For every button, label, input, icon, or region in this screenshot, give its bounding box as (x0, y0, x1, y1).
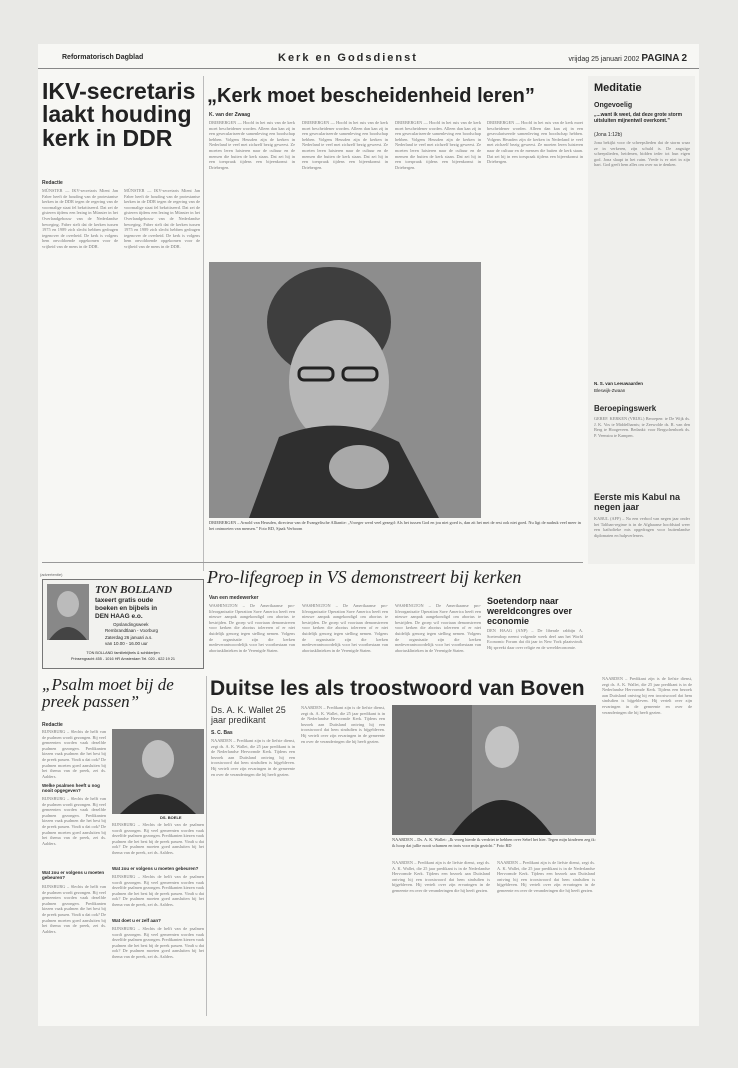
body-duitse-col2: NAARDEN – Predikant zijn is de liefste dienst, zegt ds. A. K. Wallet, die 25 jaar predikant is in de Nederlandse Hervormde Kerk. Tijdens een bezoek aan Duitsland ontving hij een troostwoord dat hem sindsdien is bijgebleven. Hij vertelt over zijn ervaringen in de gemeente en over de veranderingen die hij heeft gezien. (301, 705, 385, 744)
psalm-question-4: Wat doet u er zelf aan? (112, 918, 161, 923)
headline-prolife: Pro-lifegroep in VS demonstreert bij kerken (207, 567, 522, 587)
photo-caption-heusden: DRIEBERGEN – Arnold van Heusden, directeur van de Evangelische Alliantie: „Vroeger werd veel gezegd: Als het tussen God en jou niet goed is, dan zit het met de rest ook niet goed. Nu ligt de nadruk veel meer in het ontmoeten van mensen.” Foto RD, Sjaak Verboom (209, 520, 581, 531)
sidebar-place: Bleswijk-Zwaan (594, 388, 626, 393)
byline-duitse: S. C. Bas (211, 730, 233, 736)
body-kerk-col3: DRIEBERGEN — Hoofd in het ruis van de kerk moet bescheidener worden. Alleen dan kan zij in een geseculariseerde samenleving een boodschap hebben. Volgens Heusden zijn de kerken in Nederland te veel met zichzelf bezig geweest. Ze moeten leren luisteren naar de cultuur en de mensen die buiten de kerk staan. Dat zei hij in een toespraak tijdens een bijeenkomst in Driebergen. (395, 120, 481, 170)
sidebar-ref: (Jona 1:12b) (594, 132, 623, 138)
body-prolife-col1: WASHINGTON – De Amerikaanse pro-lifeorganisatie Operation Save America heeft een nieuwe aanpak aangekondigd om abortus te bestrijden. De groep wil voortaan demonstreren voor kerken die abortus tolereren of er niet duidelijk genoeg tegen stelling nemen. Volgens de organisatie zijn die kerken medeverantwoordelijk voor het voortbestaan van abortusklinieken in de Verenigde Staten. (209, 603, 295, 653)
ad-label: (advertentie) (40, 572, 63, 577)
paper-name: Reformatorisch Dagblad (62, 54, 144, 61)
body-psalm-col2c: RIJNSBURG – Slechts de helft van de psalmen wordt gezongen. Bij veel gemeenten worden vaak dezelfde psalmen gezongen. Predikanten kiezen vaak psalmen die het best bij de preek passen. Vindt u dat ook? De psalmen moeten goed aansluiten bij het thema van de preek, zei ds. Aalders. (112, 926, 204, 959)
body-ikv-col2: MÜNSTER — IKV-secretaris Mient Jan Faber heeft de houding van de protestantse kerken in de DDR tegen de regering van de voormalige staat fel bekritiseerd. Dat zei de gisteren tijdens een lezing in Münster in het Overlandgebouw van de Nederlandse beweging. Faber stelt dat de kerken tussen 1975 en 1989 zich slecht hebben gedragen tegenover de overheid. De kerk is volgens hem onvoldoende opgekomen voor de vrijheid van de mens in de DDR. (124, 188, 200, 249)
body-ikv-col1: MÜNSTER — IKV-secretaris Mient Jan Faber heeft de houding van de protestantse kerken in de DDR tegen de regering van de voormalige staat fel bekritiseerd. Dat zei de gisteren tijdens een lezing in Münster in het Overlandgebouw van de Nederlandse beweging. Faber stelt dat de kerken tussen 1975 en 1989 zich slecht hebben gedragen tegenover de overheid. De kerk is volgens hem onvoldoende opgekomen voor de vrijheid van de mens in de DDR. (42, 188, 118, 249)
page-date: vrijdag 25 januari 2002 PAGINA 2 (568, 53, 687, 64)
byline-ikv: Redactie (42, 180, 63, 186)
sidebar (588, 76, 695, 564)
horizontal-rule (42, 562, 583, 563)
photo-boele-label: DS. BOELE (160, 815, 182, 820)
kabul-body: KABUL (AFP) – Na een verbod van negen jaar onder het Taliban-regime is in de Afghaanse hoofdstad weer een katholieke mis opgedragen voor buitenlandse diplomaten en hulpverleners. (594, 516, 690, 538)
body-psalm-col2b: RIJNSBURG – Slechts de helft van de psalmen wordt gezongen. Bij veel gemeenten worden vaak dezelfde psalmen gezongen. Predikanten kiezen vaak psalmen die het best bij de preek passen. Vindt u dat ook? De psalmen moeten goed aansluiten bij het thema van de preek, zei ds. Aalders. (112, 874, 204, 907)
ad-line1: taxeert gratis oude (95, 597, 154, 604)
advertisement (42, 579, 204, 669)
ad-footer2: Prinsengracht 455 - 1016 HR Amsterdam Tel. 020 - 622 19 21 (71, 657, 175, 661)
body-kerk-col4: DRIEBERGEN — Hoofd in het ruis van de kerk moet bescheidener worden. Alleen dan kan zij in een geseculariseerde samenleving een boodschap hebben. Volgens Heusden zijn de kerken in Nederland te veel met zichzelf bezig geweest. Ze moeten leren luisteren naar de cultuur en de mensen die buiten de kerk staan. Dat zei hij in een toespraak tijdens een bijeenkomst in Driebergen. (487, 120, 583, 165)
ad-line2: boeken en bijbels in (95, 605, 158, 612)
ad-line4: Opslandingsweek (113, 622, 149, 627)
headline-kerk: „Kerk moet bescheidenheid leren” (207, 85, 535, 107)
ad-line6: Zaterdag 26 januari a.s. (105, 635, 153, 640)
kabul-title: Eerste mis Kabul na negen jaar (594, 492, 681, 512)
photo-heusden (209, 262, 481, 518)
photo-caption-wallet: NAARDEN – Ds. A. K. Wallet: „Ik vroeg hierde ik verdriet te hebben over Sebel het hier. Tegen mijn kinderen zeg ik: ik hoop dat jullie nooit schamen en trots voor mijn gezicht.” Foto RD (392, 837, 596, 848)
byline-prolife: Van een medewerker (209, 595, 259, 601)
byline-kerk: K. van der Zwaag (209, 112, 251, 118)
headline-ikv: IKV-secretaris laakt houding kerk in DDR (42, 78, 196, 151)
portrait-image (209, 262, 481, 518)
column-divider (203, 76, 204, 571)
headline-duitse: Duitse les als troostwoord van Boven (210, 677, 585, 700)
duitse-intro-title: Ds. A. K. Wallet 25 jaar predikant (211, 705, 286, 725)
column-divider-2 (206, 676, 207, 1016)
body-kerk-col1: DRIEBERGEN — Hoofd in het ruis van de kerk moet bescheidener worden. Alleen dan kan zij in een geseculariseerde samenleving een boodschap hebben. Volgens Heusden zijn de kerken in Nederland te veel met zichzelf bezig geweest. Ze moeten leren luisteren naar de cultuur en de mensen die buiten de kerk staan. Dat zei hij in een toespraak tijdens een bijeenkomst in Driebergen. (209, 120, 295, 170)
photo-boele (112, 729, 204, 814)
ad-name: TON BOLLAND (95, 584, 173, 596)
body-kerk-col2: DRIEBERGEN — Hoofd in het ruis van de kerk moet bescheidener worden. Alleen dan kan zij in een geseculariseerde samenleving een boodschap hebben. Volgens Heusden zijn de kerken in Nederland te veel met zichzelf bezig geweest. Ze moeten leren luisteren naar de cultuur en de mensen die buiten de kerk staan. Dat zei hij in een toespraak tijdens een bijeenkomst in Driebergen. (302, 120, 388, 170)
psalm-question-3: Wat zou er volgens u moeten gebeuren? (112, 866, 199, 871)
ad-photo (47, 584, 89, 640)
beroepingswerk-body: GEREF. KERKEN (VRIJG.) Beroepen: te De Wijk ds. J. K. Vos te Middelharnis; te Zeewolde ds. R. van den Berg te Hoogeveen. Bedankt: voor Bergschenhoek ds. P. Veenstra te Kampen. (594, 416, 690, 438)
ad-line5: Rembrandtlaan - Voorburg (105, 628, 159, 633)
byline-psalm: Redactie (42, 722, 63, 728)
sidebar-quote: „...want ik weet, dat deze grote storm uitsluiten mijnentwil overkomt.” (594, 112, 683, 124)
ad-line3: DEN HAAG e.o. (95, 613, 143, 620)
soetendorp-title: Soetendorp naar wereldcongres over economie (487, 596, 573, 626)
body-duitse-col3: NAARDEN – Predikant zijn is de liefste dienst, zegt ds. A. K. Wallet, die 25 jaar predikant is in de Nederlandse Hervormde Kerk. Tijdens een bezoek aan Duitsland ontving hij een troostwoord dat hem sindsdien is bijgebleven. Hij vertelt over zijn ervaringen in de gemeente en over de veranderingen die hij heeft gezien. (392, 860, 490, 893)
body-prolife-col2: WASHINGTON – De Amerikaanse pro-lifeorganisatie Operation Save America heeft een nieuwe aanpak aangekondigd om abortus te bestrijden. De groep wil voortaan demonstreren voor kerken die abortus tolereren of er niet duidelijk genoeg tegen stelling nemen. Volgens de organisatie zijn die kerken medeverantwoordelijk voor het voortbestaan van abortusklinieken in de Verenigde Staten. (302, 603, 388, 653)
masthead (38, 48, 699, 69)
body-psalm-col1c: RIJNSBURG – Slechts de helft van de psalmen wordt gezongen. Bij veel gemeenten worden vaak dezelfde psalmen gezongen. Predikanten kiezen vaak psalmen die het best bij de preek passen. Vindt u dat ook? De psalmen moeten goed aansluiten bij het thema van de preek, zei ds. Aalders. (42, 884, 106, 934)
section-title: Kerk en Godsdienst (278, 52, 418, 64)
sidebar-subtitle: Ongevoelig (594, 102, 633, 109)
headline-psalm: „Psalm moet bij de preek passen” (42, 675, 174, 712)
photo-wallet (392, 705, 596, 835)
sidebar-title: Meditatie (594, 82, 642, 94)
body-duitse-col4: NAARDEN – Predikant zijn is de liefste dienst, zegt ds. A. K. Wallet, die 25 jaar predikant is in de Nederlandse Hervormde Kerk. Tijdens een bezoek aan Duitsland ontving hij een troostwoord dat hem sindsdien is bijgebleven. Hij vertelt over zijn ervaringen in de gemeente en over de veranderingen die hij heeft gezien. (497, 860, 595, 893)
section-beroepingswerk: Beroepingswerk (594, 404, 657, 413)
sidebar-body: Jona bekijkt voor de scheepslieden dat de storm waar ze in verkeren, zijn schuld is. De angstige scheepslieden, heidenen, bidden ieder tot hun eigen god. Jona slaapt in het ruim. Vrede is er niet in zijn hart. God geeft hem alles om over na te denken. (594, 140, 690, 168)
body-psalm-col2a: RIJNSBURG – Slechts de helft van de psalmen wordt gezongen. Bij veel gemeenten worden vaak dezelfde psalmen gezongen. Predikanten kiezen vaak psalmen die het best bij de preek passen. Vindt u dat ook? De psalmen moeten goed aansluiten bij het thema van de preek, zei ds. Aalders. (112, 822, 204, 855)
sidebar-author: N. S. van Leeuwaarden (594, 381, 644, 386)
body-duitse-col1: NAARDEN – Predikant zijn is de liefste dienst, zegt ds. A. K. Wallet, die 25 jaar predikant is in de Nederlandse Hervormde Kerk. Tijdens een bezoek aan Duitsland ontving hij een troostwoord dat hem sindsdien is bijgebleven. Hij vertelt over zijn ervaringen in de gemeente en over de veranderingen die hij heeft gezien. (211, 738, 295, 777)
body-psalm-intro: RIJNSBURG – Slechts de helft van de psalmen wordt gezongen. Bij veel gemeenten worden vaak dezelfde psalmen gezongen. Predikanten kiezen vaak psalmen die het best bij de preek passen. Vindt u dat ook? De psalmen moeten goed aansluiten bij het thema van de preek, zei ds. Aalders. (42, 729, 106, 779)
ad-footer1: TON BOLLAND familiebijbels & schilderijen (86, 651, 160, 655)
body-duitse-col5: NAARDEN – Predikant zijn is de liefste dienst, zegt ds. A. K. Wallet, die 25 jaar predikant is in de Nederlandse Hervormde Kerk. Tijdens een bezoek aan Duitsland ontving hij een troostwoord dat hem sindsdien is bijgebleven. Hij vertelt over zijn ervaringen in de gemeente en over de veranderingen die hij heeft gezien. (602, 676, 692, 715)
psalm-question-1: Welke psalmen heeft u nog nooit opgegeven? (42, 783, 100, 793)
ad-line7: van 10.00 - 16.00 uur (105, 641, 148, 646)
psalm-question-2: Wat zou er volgens u moeten gebeuren? (42, 870, 105, 880)
body-psalm-col1b: RIJNSBURG – Slechts de helft van de psalmen wordt gezongen. Bij veel gemeenten worden vaak dezelfde psalmen gezongen. Predikanten kiezen vaak psalmen die het best bij de preek passen. Vindt u dat ook? De psalmen moeten goed aansluiten bij het thema van de preek, zei ds. Aalders. (42, 796, 106, 846)
body-prolife-col3: WASHINGTON – De Amerikaanse pro-lifeorganisatie Operation Save America heeft een nieuwe aanpak aangekondigd om abortus te bestrijden. De groep wil voortaan demonstreren voor kerken die abortus tolereren of er niet duidelijk genoeg tegen stelling nemen. Volgens de organisatie zijn die kerken medeverantwoordelijk voor het voortbestaan van abortusklinieken in de Verenigde Staten. (395, 603, 481, 653)
soetendorp-body: DEN HAAG (ANP) – De liberale rabbijn A. Soetendorp neemt volgende week deel aan het World Economic Forum dat dit jaar in New York plaatsvindt. Hij spreekt daar over religie en de wereldeconomie. (487, 628, 583, 650)
